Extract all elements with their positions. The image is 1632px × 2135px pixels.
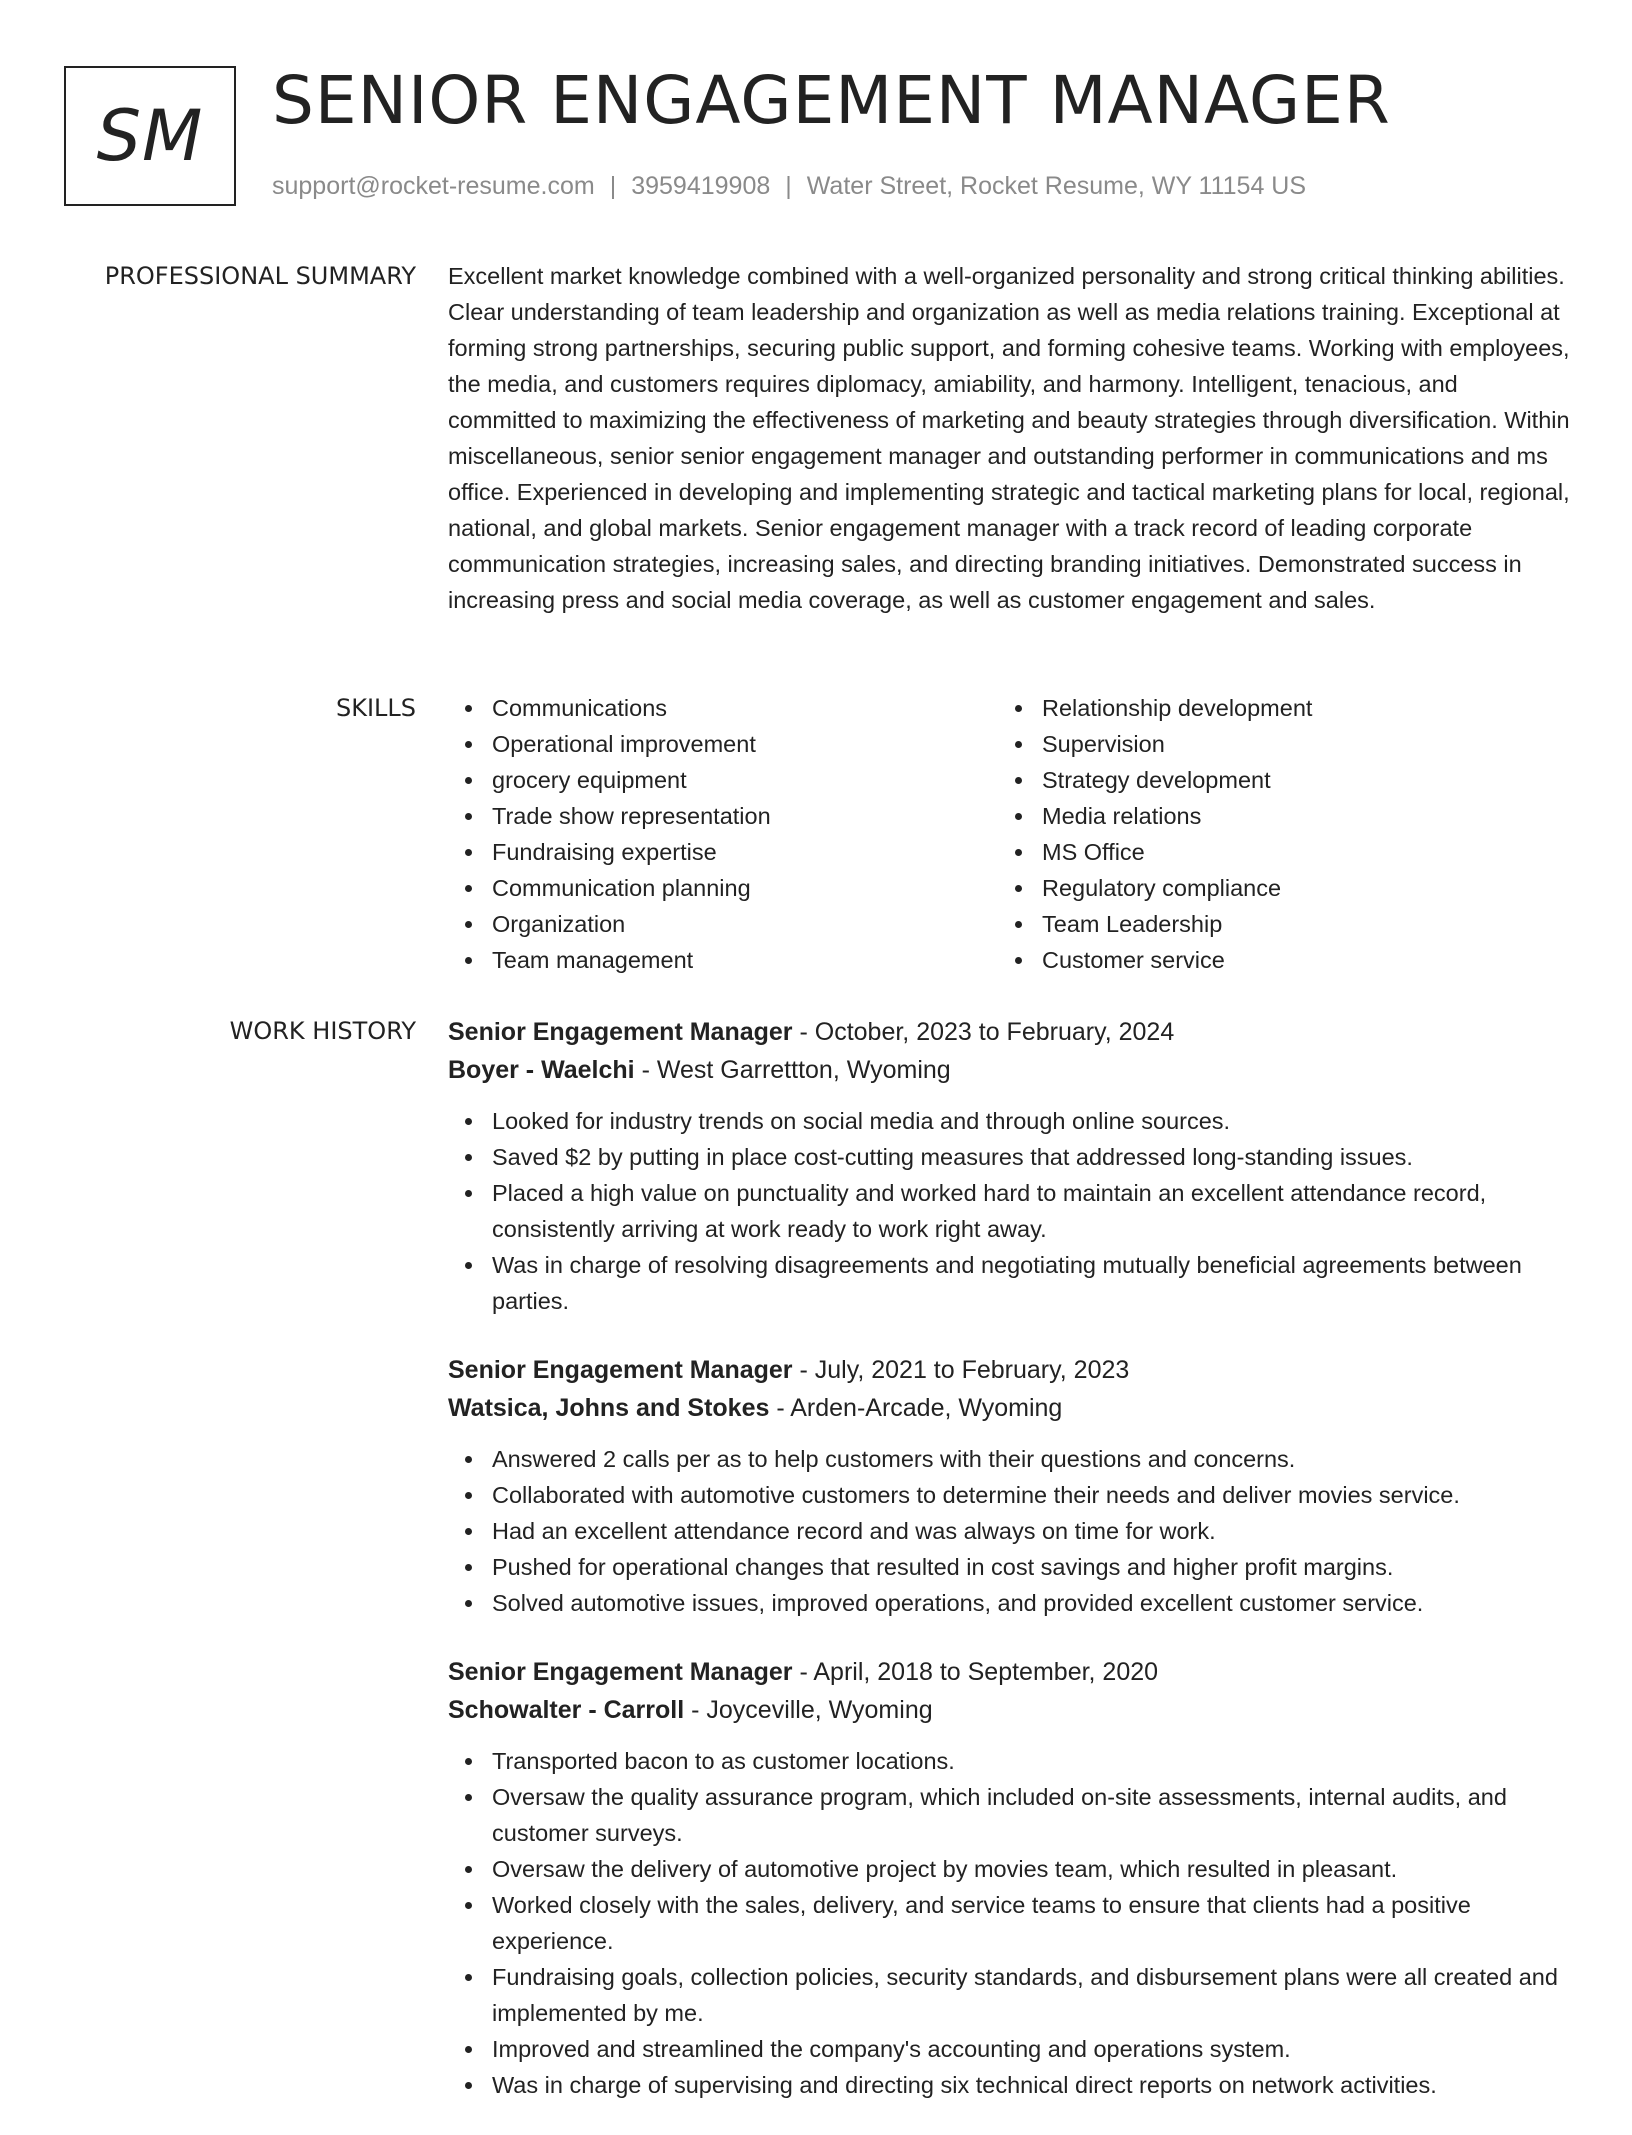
job-location: - Arden-Arcade, Wyoming — [769, 1394, 1063, 1422]
job-bullets — [448, 1103, 1570, 1319]
contact-separator: | — [609, 172, 617, 200]
job-bullet: Oversaw the quality assurance program, which included on-site assessments, internal audits, and customer surveys. — [492, 1779, 1570, 1851]
resume-title: SENIOR ENGAGEMENT MANAGER — [272, 62, 1391, 139]
skills-list-left — [448, 690, 998, 978]
contact-line — [272, 172, 1306, 201]
skills-list-right — [998, 690, 1548, 978]
skill-item: Customer service — [1042, 942, 1548, 978]
skill-item: Communications — [492, 690, 998, 726]
work-history-list — [448, 1013, 1570, 2135]
job-location: - West Garrettton, Wyoming — [634, 1056, 951, 1084]
skill-item: Communication planning — [492, 870, 998, 906]
skill-item: Supervision — [1042, 726, 1548, 762]
skill-item: Fundraising expertise — [492, 834, 998, 870]
skill-item: Strategy development — [1042, 762, 1548, 798]
job-bullets — [448, 1441, 1570, 1621]
contact-phone[interactable]: 3959419908 — [631, 172, 771, 200]
contact-email[interactable]: support@rocket-resume.com — [272, 172, 595, 200]
skill-item: Organization — [492, 906, 998, 942]
skill-item: Media relations — [1042, 798, 1548, 834]
job-dates: - October, 2023 to February, 2024 — [792, 1018, 1175, 1046]
job-bullet: Looked for industry trends on social media and through online sources. — [492, 1103, 1570, 1139]
job-bullet: Placed a high value on punctuality and worked hard to maintain an excellent attendance record, consistently arriving at work ready to work right away. — [492, 1175, 1570, 1247]
skill-item: Relationship development — [1042, 690, 1548, 726]
skill-item: MS Office — [1042, 834, 1548, 870]
job-company: Watsica, Johns and Stokes — [448, 1394, 770, 1422]
job-dates: - July, 2021 to February, 2023 — [792, 1356, 1130, 1384]
job-company-line — [448, 1051, 1570, 1089]
summary-text: Excellent market knowledge combined with a well-organized personality and strong critical thinking abilities. Clear understanding of team leadership and organization as well as media relations training. Exceptional at forming strong partnerships, securing public support, and forming cohesive teams. Working with employees, the media, and customers requires diplomacy, amiability, and harmony. Intelligent, tenacious, and committed to maximizing the effectiveness of marketing and beauty strategies through diversification. Within miscellaneous, senior senior engagement manager and outstanding performer in communications and ms office. Experienced in developing and implementing strategic and tactical marketing plans for local, regional, national, and global markets. Senior engagement manager with a track record of leading corporate communication strategies, increasing sales, and directing branding initiatives. Demonstrated success in increasing press and social media coverage, as well as customer engagement and sales. — [448, 263, 1570, 613]
job-bullet: Solved automotive issues, improved operations, and provided excellent customer service. — [492, 1585, 1570, 1621]
job-title: Senior Engagement Manager — [448, 1356, 793, 1384]
job-entry — [448, 1013, 1570, 1319]
job-bullet: Had an excellent attendance record and was always on time for work. — [492, 1513, 1570, 1549]
job-bullet: Saved $2 by putting in place cost-cutting measures that addressed long-standing issues. — [492, 1139, 1570, 1175]
skill-item: Regulatory compliance — [1042, 870, 1548, 906]
job-bullet: Was in charge of resolving disagreements and negotiating mutually beneficial agreements between parties. — [492, 1247, 1570, 1319]
job-entry — [448, 1351, 1570, 1621]
job-title-line — [448, 1013, 1570, 1051]
skill-item: Team management — [492, 942, 998, 978]
job-company: Schowalter - Carroll — [448, 1696, 685, 1724]
job-title-line — [448, 1351, 1570, 1389]
job-company: Boyer - Waelchi — [448, 1056, 635, 1084]
section-heading: WORK HISTORY — [229, 1017, 416, 1045]
job-bullet: Fundraising goals, collection policies, security standards, and disbursement plans were all created and implemented by me. — [492, 1959, 1570, 2031]
job-entry — [448, 1653, 1570, 2103]
job-title: Senior Engagement Manager — [448, 1018, 793, 1046]
job-company-line — [448, 1691, 1570, 1729]
job-bullet: Collaborated with automotive customers to determine their needs and deliver movies service. — [492, 1477, 1570, 1513]
section-heading: PROFESSIONAL SUMMARY — [104, 262, 416, 290]
skill-item: Operational improvement — [492, 726, 998, 762]
contact-address: Water Street, Rocket Resume, WY 11154 US — [806, 172, 1307, 200]
contact-separator: | — [785, 172, 792, 200]
job-title-line — [448, 1653, 1570, 1691]
job-title: Senior Engagement Manager — [448, 1658, 793, 1686]
section-heading: SKILLS — [335, 694, 416, 722]
job-bullet: Improved and streamlined the company's accounting and operations system. — [492, 2031, 1570, 2067]
job-bullet: Was in charge of supervising and directing six technical direct reports on network activities. — [492, 2067, 1570, 2103]
job-bullets — [448, 1743, 1570, 2103]
job-bullet: Transported bacon to as customer locations. — [492, 1743, 1570, 1779]
skill-item: Team Leadership — [1042, 906, 1548, 942]
monogram-logo: SM — [64, 66, 236, 206]
job-dates: - April, 2018 to September, 2020 — [792, 1658, 1159, 1686]
job-location: - Joyceville, Wyoming — [684, 1696, 933, 1724]
skill-item: Trade show representation — [492, 798, 998, 834]
job-bullet: Answered 2 calls per as to help customers with their questions and concerns. — [492, 1441, 1570, 1477]
job-bullet: Worked closely with the sales, delivery, and service teams to ensure that clients had a positive experience. — [492, 1887, 1570, 1959]
skill-item: grocery equipment — [492, 762, 998, 798]
job-company-line — [448, 1389, 1570, 1427]
job-bullet: Oversaw the delivery of automotive project by movies team, which resulted in pleasant. — [492, 1851, 1570, 1887]
job-bullet: Pushed for operational changes that resulted in cost savings and higher profit margins. — [492, 1549, 1570, 1585]
